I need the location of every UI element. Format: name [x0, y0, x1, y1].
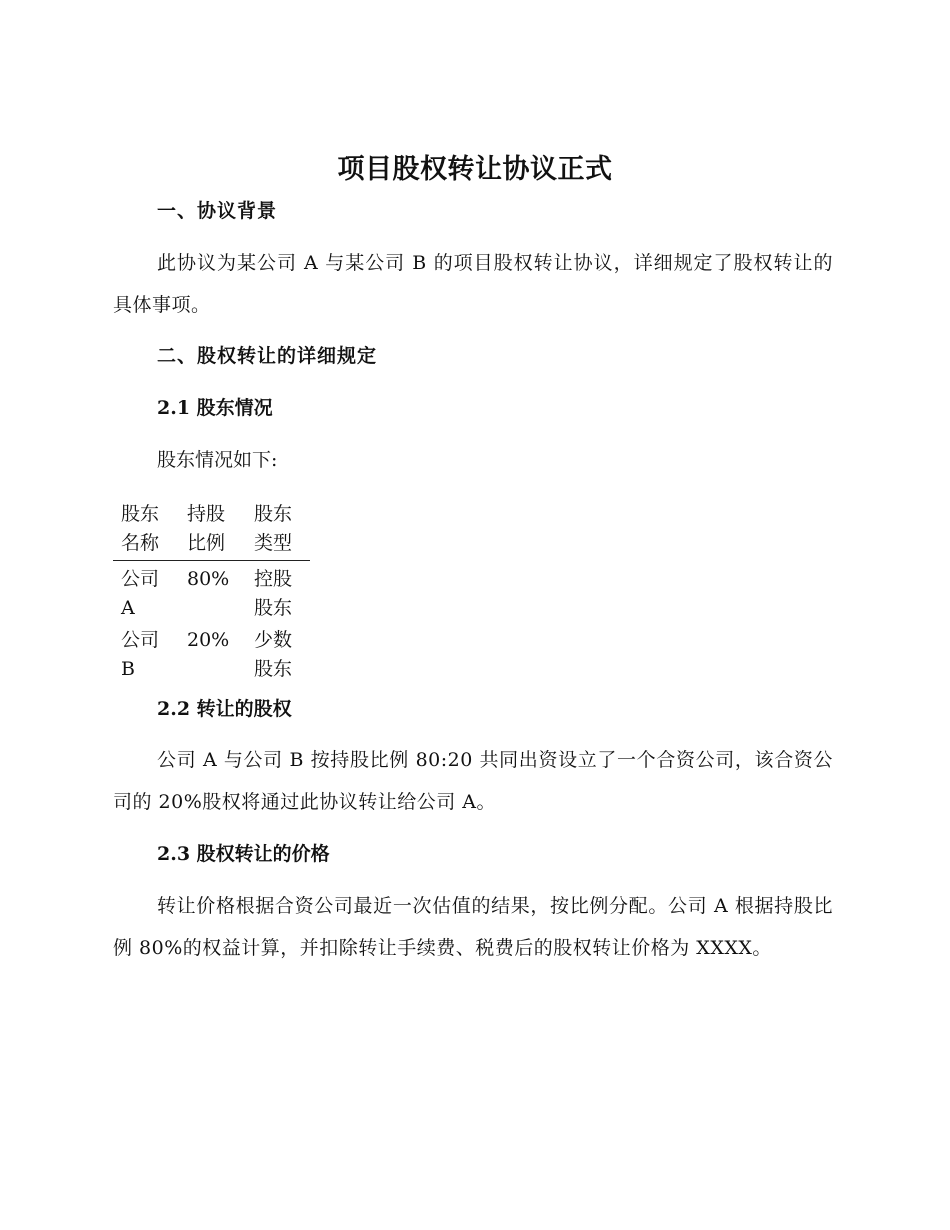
table-cell: 少数股东: [254, 629, 293, 680]
subsection-heading-transfer-price: 2.3 股权转让的价格: [157, 843, 330, 865]
table-header-cell: 股东名称: [113, 500, 179, 561]
background-paragraph: 此协议为某公司 A 与某公司 B 的项目股权转让协议，详细规定了股权转让的具体事项。: [113, 252, 833, 316]
section-heading-background: 一、协议背景: [157, 200, 278, 222]
table-cell: 20%: [187, 629, 230, 651]
table-header-cell: 持股比例: [179, 500, 246, 561]
table-row: [113, 626, 310, 687]
table-header-row: [113, 500, 310, 561]
table-cell: 控股股东: [254, 568, 293, 619]
table-cell: 公司 B: [121, 629, 160, 680]
shareholders-intro: 股东情况如下:: [157, 449, 278, 471]
table-row: [113, 561, 310, 627]
table-cell: 80%: [187, 568, 230, 590]
transferred-equity-paragraph: 公司 A 与公司 B 按持股比例 80:20 共同出资设立了一个合资公司，该合资公司的 20%股权将通过此协议转让给公司 A。: [113, 749, 833, 813]
section-heading-transfer-rules: 二、股权转让的详细规定: [157, 345, 378, 367]
document-title: 项目股权转让协议正式: [337, 154, 613, 185]
subsection-heading-shareholders: 2.1 股东情况: [157, 397, 273, 419]
table-cell: 公司 A: [121, 568, 160, 619]
table-header-cell: 股东类型: [246, 500, 310, 561]
subsection-heading-transferred-equity: 2.2 转让的股权: [157, 698, 292, 720]
transfer-price-paragraph: 转让价格根据合资公司最近一次估值的结果，按比例分配。公司 A 根据持股比例 80%的权益计算，并扣除转让手续费、税费后的股权转让价格为 XXXX。: [113, 895, 833, 959]
shareholder-table: [113, 500, 310, 687]
